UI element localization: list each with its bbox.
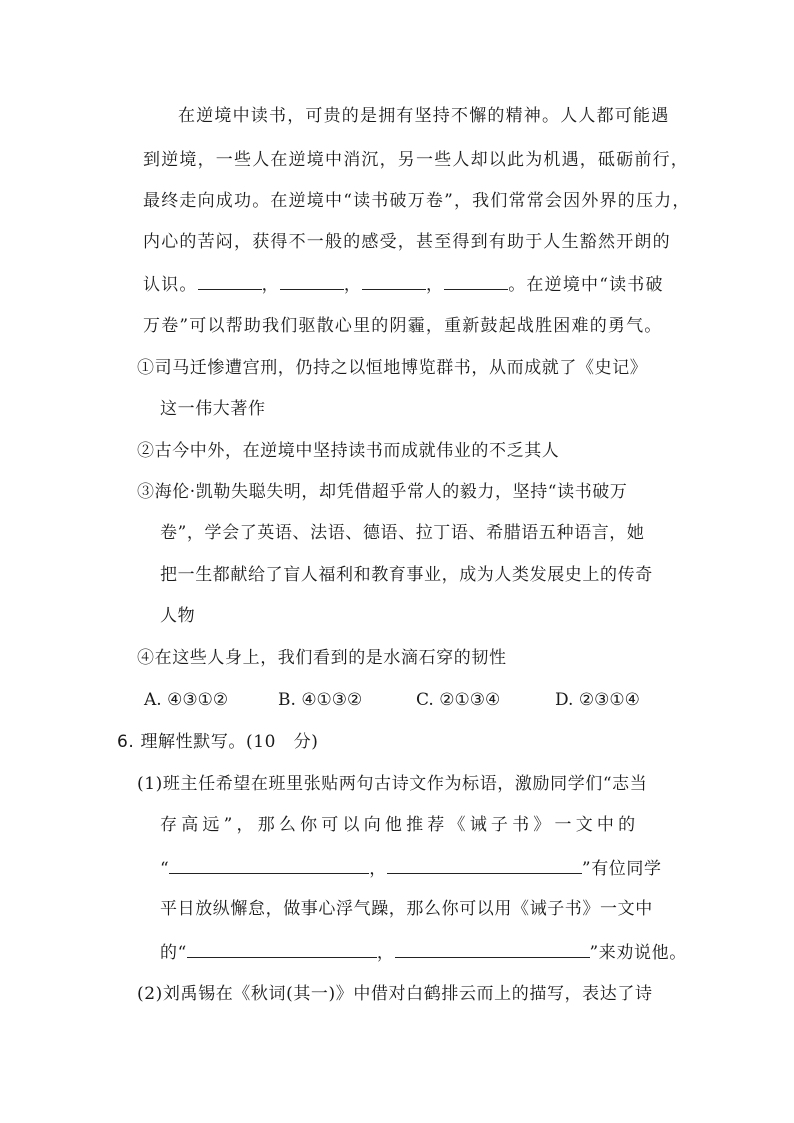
sentence-3-line-1: ③海伦·凯勒失聪失明，却凭借超乎常人的毅力，坚持“读书破万 bbox=[137, 482, 628, 502]
question-number: 6. bbox=[117, 732, 135, 752]
option-letter: C. bbox=[416, 690, 434, 710]
q6-part-1-line-2: 存高远”，那么你可以向他推荐《诫子书》一文中的 bbox=[160, 815, 640, 835]
answer-blank-q6-1c[interactable] bbox=[187, 939, 377, 958]
sentence-3-line-3: 把一生都献给了盲人福利和教育事业，成为人类发展史上的传奇 bbox=[160, 565, 653, 585]
separator: ， bbox=[369, 859, 387, 879]
sentence-4: ④在这些人身上，我们看到的是水滴石穿的韧性 bbox=[137, 648, 507, 668]
q6-part-1-line-1 bbox=[137, 772, 647, 796]
answer-blank-2[interactable] bbox=[280, 271, 344, 290]
line-end: ”来劝说他。 bbox=[589, 943, 687, 963]
separator: ， bbox=[376, 943, 395, 963]
option-letter: A. bbox=[144, 690, 162, 710]
open-quote: “ bbox=[160, 859, 170, 879]
open-quote: 的“ bbox=[160, 943, 187, 963]
question-title: 理解性默写。(10 分) bbox=[140, 732, 319, 752]
answer-blank-q6-1a[interactable] bbox=[169, 855, 369, 874]
option-text: ②①③④ bbox=[439, 690, 501, 710]
option-c[interactable] bbox=[416, 688, 500, 712]
sentence-3-line-4: 人物 bbox=[160, 606, 196, 626]
option-letter: D. bbox=[555, 690, 574, 710]
answer-blank-q6-1d[interactable] bbox=[395, 939, 590, 958]
part-number: (2) bbox=[137, 984, 163, 1004]
separator: ， bbox=[343, 275, 363, 295]
answer-blank-3[interactable] bbox=[362, 271, 426, 290]
question-6-header bbox=[117, 730, 319, 754]
sentence-1-line-1: ①司马迁惨遭宫刑，仍持之以恒地博览群书，从而成就了《史记》 bbox=[137, 358, 648, 378]
option-d[interactable] bbox=[555, 688, 640, 712]
passage-line-5-end: 。在逆境中“读书破 bbox=[508, 275, 664, 295]
option-a[interactable] bbox=[144, 688, 228, 712]
q6-part-1-line-4: 平日放纵懈怠，做事心浮气躁，那么你可以用《诫子书》一文中 bbox=[160, 899, 653, 919]
answer-blank-4[interactable] bbox=[444, 271, 508, 290]
sentence-3-line-2: 卷”，学会了英语、法语、德语、拉丁语、希腊语五种语言，她 bbox=[160, 523, 645, 543]
passage-line-4: 内心的苦闷，获得不一般的感受，甚至得到有助于人生豁然开朗的 bbox=[143, 232, 671, 252]
passage-line-5 bbox=[143, 271, 664, 297]
q6-part-1-line-5 bbox=[160, 939, 687, 965]
part-text: 班主任希望在班里张贴两句古诗文作为标语，激励同学们“志当 bbox=[162, 774, 648, 794]
line-end: ”有位同学 bbox=[581, 859, 662, 879]
option-text: ④③①② bbox=[167, 690, 229, 710]
answer-blank-1[interactable] bbox=[198, 271, 262, 290]
passage-line-1: 在逆境中读书，可贵的是拥有坚持不懈的精神。人人都可能遇 bbox=[178, 106, 670, 126]
q6-part-2-line-1 bbox=[137, 982, 653, 1006]
sentence-1-line-2: 这一伟大著作 bbox=[160, 399, 266, 419]
passage-line-2: 到逆境，一些人在逆境中消沉，另一些人却以此为机遇，砥砺前行， bbox=[143, 150, 689, 170]
answer-blank-q6-1b[interactable] bbox=[387, 855, 582, 874]
option-text: ②③①④ bbox=[578, 690, 640, 710]
passage-line-3: 最终走向成功。在逆境中“读书破万卷”，我们常常会因外界的压力， bbox=[143, 191, 691, 211]
separator: ， bbox=[261, 275, 280, 295]
part-number: (1) bbox=[137, 774, 163, 794]
passage-line-5-start: 认识。 bbox=[143, 275, 198, 295]
passage-line-6: 万卷”可以帮助我们驱散心里的阴霾，重新鼓起战胜困难的勇气。 bbox=[143, 316, 663, 336]
option-text: ④①③② bbox=[301, 690, 363, 710]
part-text: 刘禹锡在《秋词(其一)》中借对白鹤排云而上的描写，表达了诗 bbox=[162, 984, 653, 1004]
option-b[interactable] bbox=[278, 688, 362, 712]
separator: ， bbox=[426, 275, 445, 295]
q6-part-1-line-3 bbox=[160, 855, 662, 881]
sentence-2: ②古今中外，在逆境中坚持读书而成就伟业的不乏其人 bbox=[137, 441, 560, 461]
option-letter: B. bbox=[278, 690, 296, 710]
